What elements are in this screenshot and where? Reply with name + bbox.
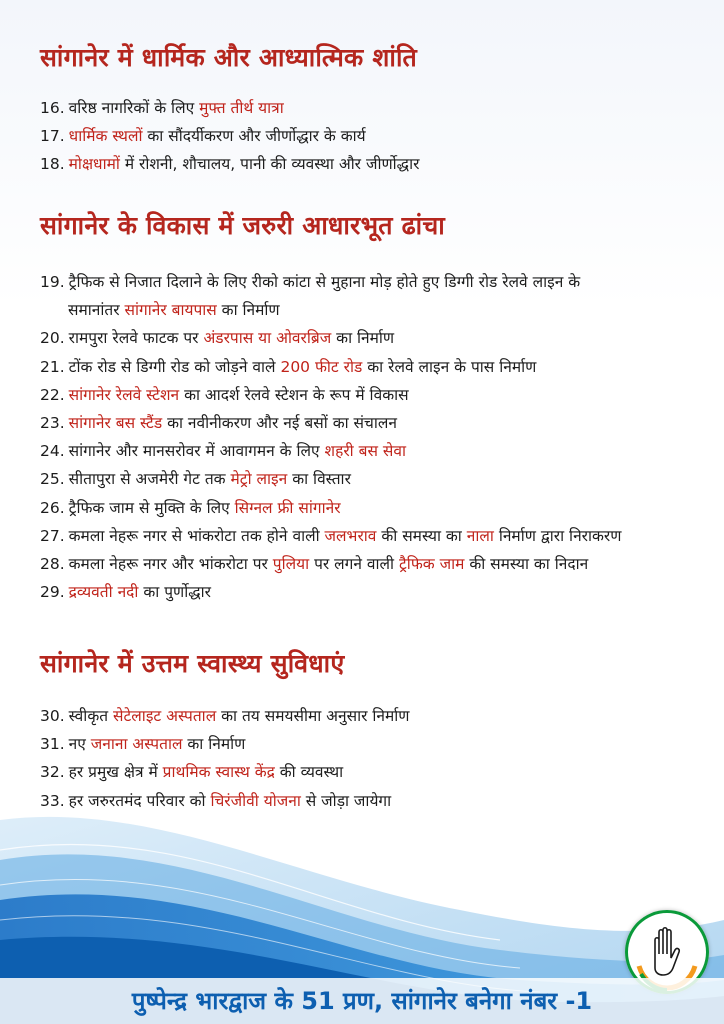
highlight-text: जनाना अस्पताल [90,735,183,754]
item-text: पर लगने वाली [309,555,399,574]
item-number: 19. [40,273,65,291]
item-text: टोंक रोड से डिग्गी रोड को जोड़ने वाले [68,357,281,376]
highlight-text: ट्रैफिक जाम [399,555,465,574]
list-item [40,494,621,522]
item-text: का नवीनीकरण और नई बसों का संचालन [162,414,397,433]
highlight-text: सेटेलाइट अस्पताल [113,707,217,725]
highlight-text: अंडरपास या ओवरब्रिज [203,329,332,348]
item-text: हर जरुरतमंद परिवार को [68,791,211,810]
section-heading-health: सांगानेर में उत्तम स्वास्थ्य सुविधाएं [40,649,345,678]
item-continuation [40,296,621,324]
list-item [40,437,621,465]
item-number: 33. [40,791,65,810]
item-text: स्वीकृत [68,707,113,725]
list-item [40,268,621,324]
highlight-text: जलभराव [324,526,377,545]
item-number: 31. [40,735,65,754]
list-item [40,353,621,381]
item-text: का निर्माण [182,735,246,754]
item-text: का निर्माण [216,301,280,320]
item-text: का विस्तार [287,470,351,489]
item-text: वरिष्ठ नागरिकों के लिए [68,99,200,117]
item-text: की समस्या का [376,526,467,545]
list-item [40,381,621,409]
section-heading-infrastructure: सांगानेर के विकास में जरुरी आधारभूत ढांचा [40,211,445,240]
item-number: 28. [40,555,65,574]
list-item [40,578,621,606]
item-text: सांगानेर और मानसरोवर में आवागमन के लिए [68,442,325,461]
item-text: का सौंदर्यीकरण और जीर्णोद्धार के कार्य [142,127,366,146]
item-text: ट्रैफिक से निजात दिलाने के लिए रीको कांटा से मुहाना मोड़ होते हुए डिग्गी रोड रेलवे लाइन के [68,273,581,291]
infrastructure-list [40,268,621,606]
highlight-text: पुलिया [272,555,310,574]
item-text: हर प्रमुख क्षेत्र में [68,763,163,782]
list-item [40,94,419,122]
highlight-text: मेट्रो लाइन [230,470,288,489]
item-number: 29. [40,583,65,602]
item-number: 32. [40,763,65,782]
item-text: ट्रैफिक जाम से मुक्ति के लिए [68,498,235,517]
highlight-text: धार्मिक स्थलों [68,127,143,146]
item-text: रामपुरा रेलवे फाटक पर [68,329,204,348]
highlight-text: शहरी बस सेवा [324,442,406,461]
list-item [40,550,621,578]
highlight-text: सिग्नल फ्री सांगानेर [234,498,341,517]
item-text: कमला नेहरू नगर से भांकरोटा तक होने वाली [68,526,325,545]
highlight-text: सांगानेर बस स्टैंड [68,414,163,433]
item-number: 30. [40,707,65,725]
item-text: का निर्माण [331,329,395,348]
highlight-text: सांगानेर रेलवे स्टेशन [68,385,180,404]
item-number: 26. [40,498,65,517]
list-item [40,522,621,550]
highlight-text: द्रव्यवती नदी [68,583,139,602]
item-text: की व्यवस्था [274,763,344,782]
item-number: 16. [40,99,65,117]
item-text: निर्माण द्वारा निराकरण [493,526,622,545]
list-item [40,730,409,758]
list-item [40,758,409,786]
item-text: में रोशनी, शौचालय, पानी की व्यवस्था और जीर्णोद्धार [119,155,420,174]
list-item [40,324,621,352]
list-item [40,702,409,730]
item-number: 21. [40,357,65,376]
item-number: 22. [40,385,65,404]
item-text: का रेलवे लाइन के पास निर्माण [362,357,537,376]
item-text: की समस्या का निदान [464,555,589,574]
list-item [40,465,621,493]
item-number: 24. [40,442,65,461]
item-text: नए [68,735,91,754]
item-number: 20. [40,329,65,348]
item-number: 17. [40,127,65,146]
highlight-text: चिरंजीवी योजना [210,791,301,810]
item-number: 25. [40,470,65,489]
item-number: 23. [40,414,65,433]
list-item [40,122,419,150]
highlight-text: नाला [466,526,494,545]
highlight-text: प्राथमिक स्वास्थ केंद्र [162,763,275,782]
list-item [40,150,419,178]
item-text: का आदर्श रेलवे स्टेशन के रूप में विकास [179,385,409,404]
highlight-text: मुफ्त तीर्थ यात्रा [199,99,284,117]
health-list [40,702,409,815]
item-number: 27. [40,526,65,545]
section-heading-spiritual: सांगानेर में धार्मिक और आध्यात्मिक शांति [40,43,417,72]
list-item [40,787,409,815]
item-text: का तय समयसीमा अनुसार निर्माण [216,707,410,725]
highlight-text: सांगानेर बायपास [124,301,217,320]
item-number: 18. [40,155,65,174]
footer-slogan: पुष्पेन्द्र भारद्वाज के 51 प्रण, सांगानेर बनेगा नंबर -1 [131,987,593,1015]
item-text: कमला नेहरू नगर और भांकरोटा पर [68,555,273,574]
item-text: से जोड़ा जायेगा [300,791,392,810]
highlight-text: 200 फीट रोड [280,357,363,376]
spiritual-list [40,94,419,179]
item-text: सीतापुरा से अजमेरी गेट तक [68,470,231,489]
item-text: का पुर्णोद्धार [138,583,211,602]
list-item [40,409,621,437]
highlight-text: मोक्षधामों [68,155,120,174]
item-text: समानांतर [68,301,125,320]
